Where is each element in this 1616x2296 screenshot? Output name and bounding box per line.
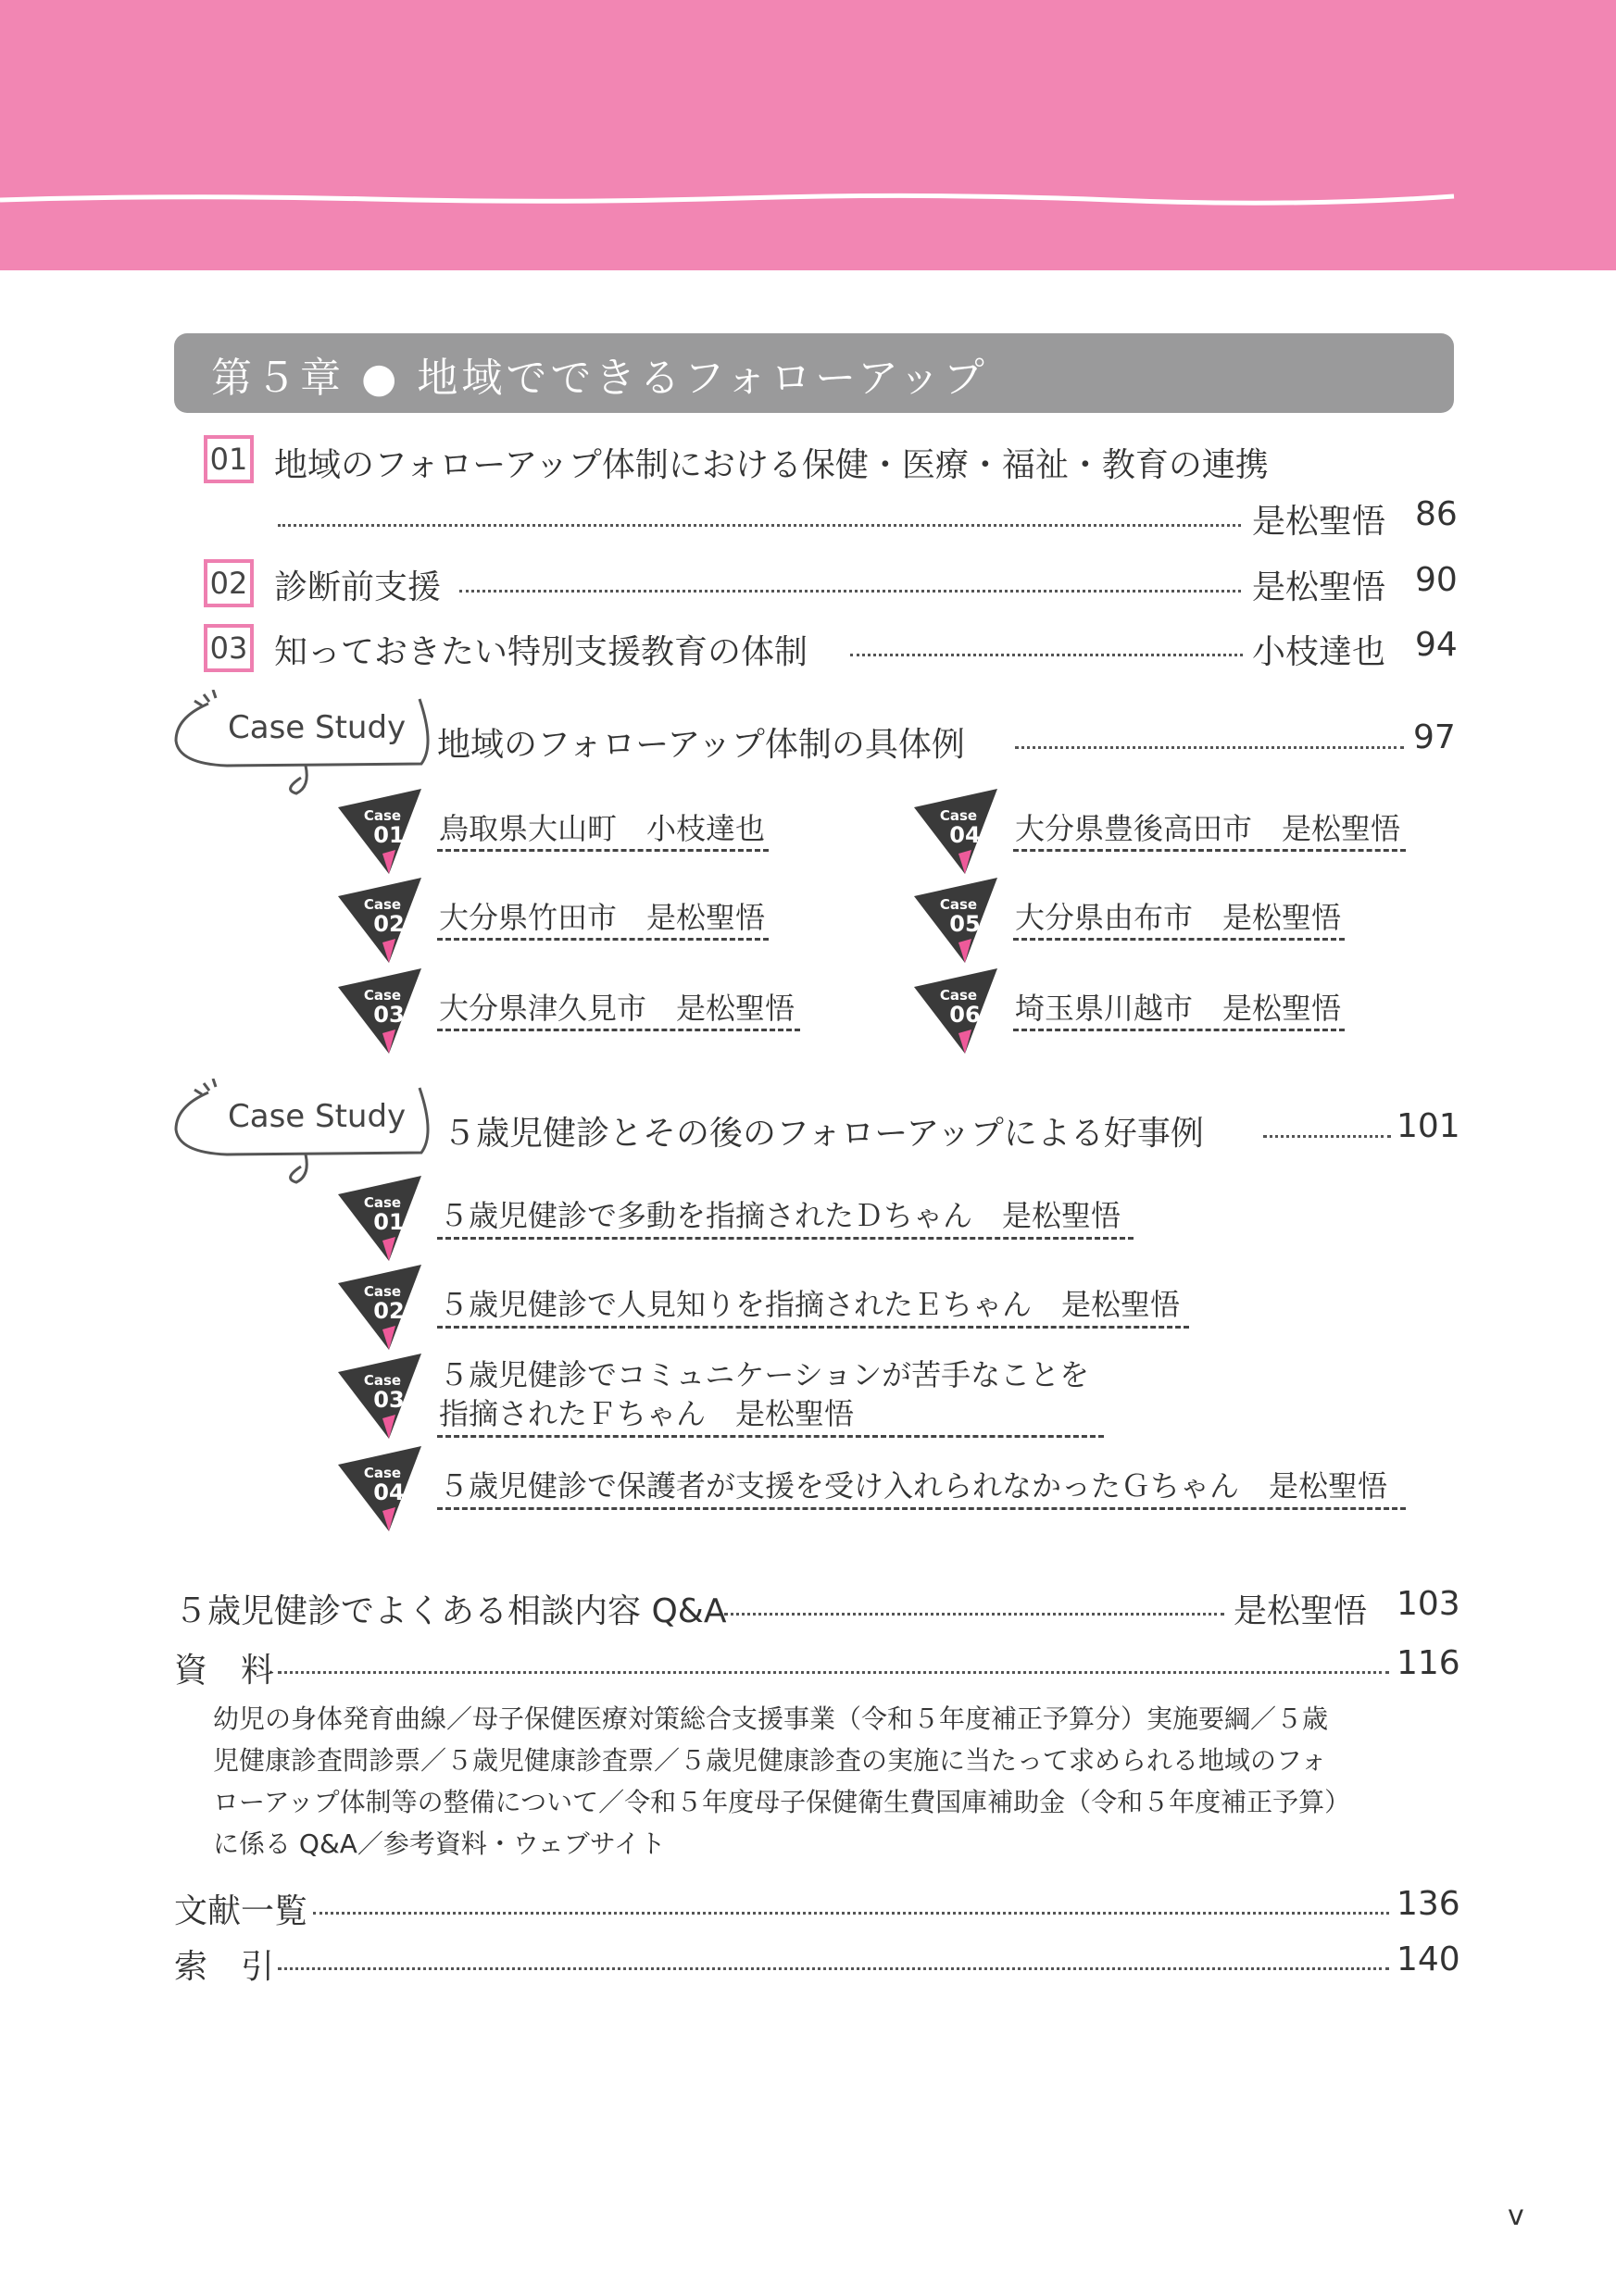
svg-text:02: 02 (373, 1298, 405, 1324)
case-label-cs2-02[interactable]: ５歳児健診で人見知りを指摘されたＥちゃん 是松聖悟 (439, 1287, 1181, 1322)
svg-text:Case: Case (939, 807, 978, 824)
case-label-cs1-06[interactable]: 埼玉県川越市 是松聖悟 (1015, 991, 1342, 1026)
svg-text:01: 01 (373, 1209, 405, 1235)
leader-dots (1015, 746, 1404, 749)
svg-text:Case: Case (363, 1283, 402, 1300)
leader-dots (850, 654, 1243, 656)
header-wavy-line (0, 185, 1616, 213)
section-number-03: 03 (204, 624, 254, 672)
bunken-title[interactable]: 文献一覧 (174, 1892, 308, 1930)
case-study-page-1: 97 (1413, 718, 1456, 756)
shiryo-page: 116 (1397, 1644, 1460, 1682)
case-badge-05 (914, 878, 997, 963)
section-title-03[interactable]: 知っておきたい特別支援教育の体制 (274, 633, 808, 671)
qa-author: 是松聖悟 (1234, 1592, 1368, 1630)
case-label-cs2-04[interactable]: ５歳児健診で保護者が支援を受け入れられなかったＧちゃん 是松聖悟 (439, 1468, 1388, 1504)
svg-text:Case: Case (939, 987, 978, 1004)
bunken-page: 136 (1397, 1885, 1460, 1923)
dashed-underline (437, 1435, 1104, 1438)
shiryo-title[interactable]: 資 料 (174, 1652, 275, 1690)
case-label-cs1-05[interactable]: 大分県由布市 是松聖悟 (1015, 900, 1342, 935)
section-title-02[interactable]: 診断前支援 (274, 568, 442, 606)
shiryo-desc-line: 児健康診査問診票／５歳児健康診査票／５歳児健康診査の実施に当たって求められる地域のフォ (213, 1745, 1327, 1776)
case-label-cs2-03-line2[interactable]: 指摘されたＦちゃん 是松聖悟 (439, 1396, 855, 1431)
case-label-cs1-04[interactable]: 大分県豊後高田市 是松聖悟 (1015, 811, 1401, 846)
leader-dots (724, 1613, 1224, 1616)
section-author-02: 是松聖悟 (1252, 568, 1386, 606)
case-badge-01 (338, 1176, 421, 1261)
svg-text:Case: Case (363, 807, 402, 824)
sakuin-page: 140 (1397, 1940, 1460, 1978)
leader-dots (459, 590, 1241, 593)
dashed-underline (437, 1326, 1189, 1329)
svg-text:Case: Case (363, 1465, 402, 1481)
svg-text:Case: Case (363, 1194, 402, 1211)
dashed-underline (1013, 1029, 1345, 1031)
section-number-02: 02 (204, 559, 254, 607)
section-page-01: 86 (1415, 495, 1458, 533)
case-label-cs1-02[interactable]: 大分県竹田市 是松聖悟 (439, 900, 766, 935)
shiryo-description (213, 1698, 1454, 1865)
case-study-title-1[interactable]: 地域のフォローアップ体制の具体例 (437, 726, 965, 764)
section-author-01: 是松聖悟 (1252, 503, 1386, 541)
shiryo-desc-line: 幼児の身体発育曲線／母子保健医療対策総合支援事業（令和５年度補正予算分）実施要綱／５歳 (213, 1703, 1329, 1734)
svg-text:Case: Case (939, 896, 978, 913)
dashed-underline (437, 1237, 1134, 1240)
svg-text:03: 03 (373, 1387, 405, 1413)
svg-text:Case: Case (363, 987, 402, 1004)
case-badge-02 (338, 878, 421, 963)
case-badge-02 (338, 1265, 421, 1350)
shiryo-desc-line: に係る Q&A／参考資料・ウェブサイト (213, 1828, 666, 1859)
chapter-title: 第５章 ● 地域でできるフォローアップ (211, 355, 988, 402)
case-badge-01 (338, 789, 421, 874)
dashed-underline (437, 938, 769, 941)
case-badge-04 (338, 1446, 421, 1531)
case-study-page-2: 101 (1397, 1107, 1460, 1145)
case-study-label: Case Study (228, 1098, 407, 1135)
dashed-underline (437, 1507, 1406, 1510)
case-study-title-2[interactable]: ５歳児健診とその後のフォローアップによる好事例 (443, 1115, 1204, 1153)
svg-text:01: 01 (373, 822, 405, 848)
dashed-underline (437, 1029, 800, 1031)
svg-text:Case: Case (363, 1372, 402, 1389)
page-number: v (1508, 2200, 1524, 2232)
case-label-cs1-03[interactable]: 大分県津久見市 是松聖悟 (439, 991, 795, 1026)
leader-dots (1263, 1135, 1391, 1138)
case-badge-03 (338, 968, 421, 1054)
case-badge-03 (338, 1354, 421, 1439)
sakuin-title[interactable]: 索 引 (174, 1948, 275, 1986)
case-label-cs1-01[interactable]: 鳥取県大山町 小枝達也 (439, 811, 766, 846)
shiryo-desc-line: ローアップ体制等の整備について／令和５年度母子保健衛生費国庫補助金（令和５年度補正予算） (213, 1787, 1351, 1817)
svg-text:04: 04 (373, 1479, 405, 1505)
qa-page: 103 (1397, 1585, 1460, 1623)
svg-text:02: 02 (373, 911, 405, 937)
leader-dots (278, 524, 1241, 527)
svg-text:06: 06 (949, 1002, 981, 1028)
svg-text:04: 04 (949, 822, 981, 848)
section-title-01[interactable]: 地域のフォローアップ体制における保健・医療・福祉・教育の連携 (274, 446, 1269, 484)
case-label-cs2-03[interactable]: ５歳児健診でコミュニケーションが苦手なことを (439, 1357, 1090, 1392)
dashed-underline (437, 849, 769, 852)
section-page-03: 94 (1415, 626, 1458, 664)
case-label-cs2-01[interactable]: ５歳児健診で多動を指摘されたＤちゃん 是松聖悟 (439, 1198, 1121, 1233)
case-badge-06 (914, 968, 997, 1054)
qa-title[interactable]: ５歳児健診でよくある相談内容 Q&A (174, 1592, 727, 1630)
leader-dots (278, 1967, 1389, 1970)
section-author-03: 小枝達也 (1252, 633, 1386, 671)
section-number-01: 01 (204, 435, 254, 483)
section-page-02: 90 (1415, 561, 1458, 599)
dashed-underline (1013, 849, 1406, 852)
svg-text:05: 05 (949, 911, 981, 937)
svg-text:03: 03 (373, 1002, 405, 1028)
svg-text:Case: Case (363, 896, 402, 913)
dashed-underline (1013, 938, 1345, 941)
case-badge-04 (914, 789, 997, 874)
leader-dots (278, 1671, 1389, 1674)
leader-dots (313, 1912, 1389, 1915)
header-band (0, 0, 1616, 270)
case-study-label: Case Study (228, 709, 407, 746)
